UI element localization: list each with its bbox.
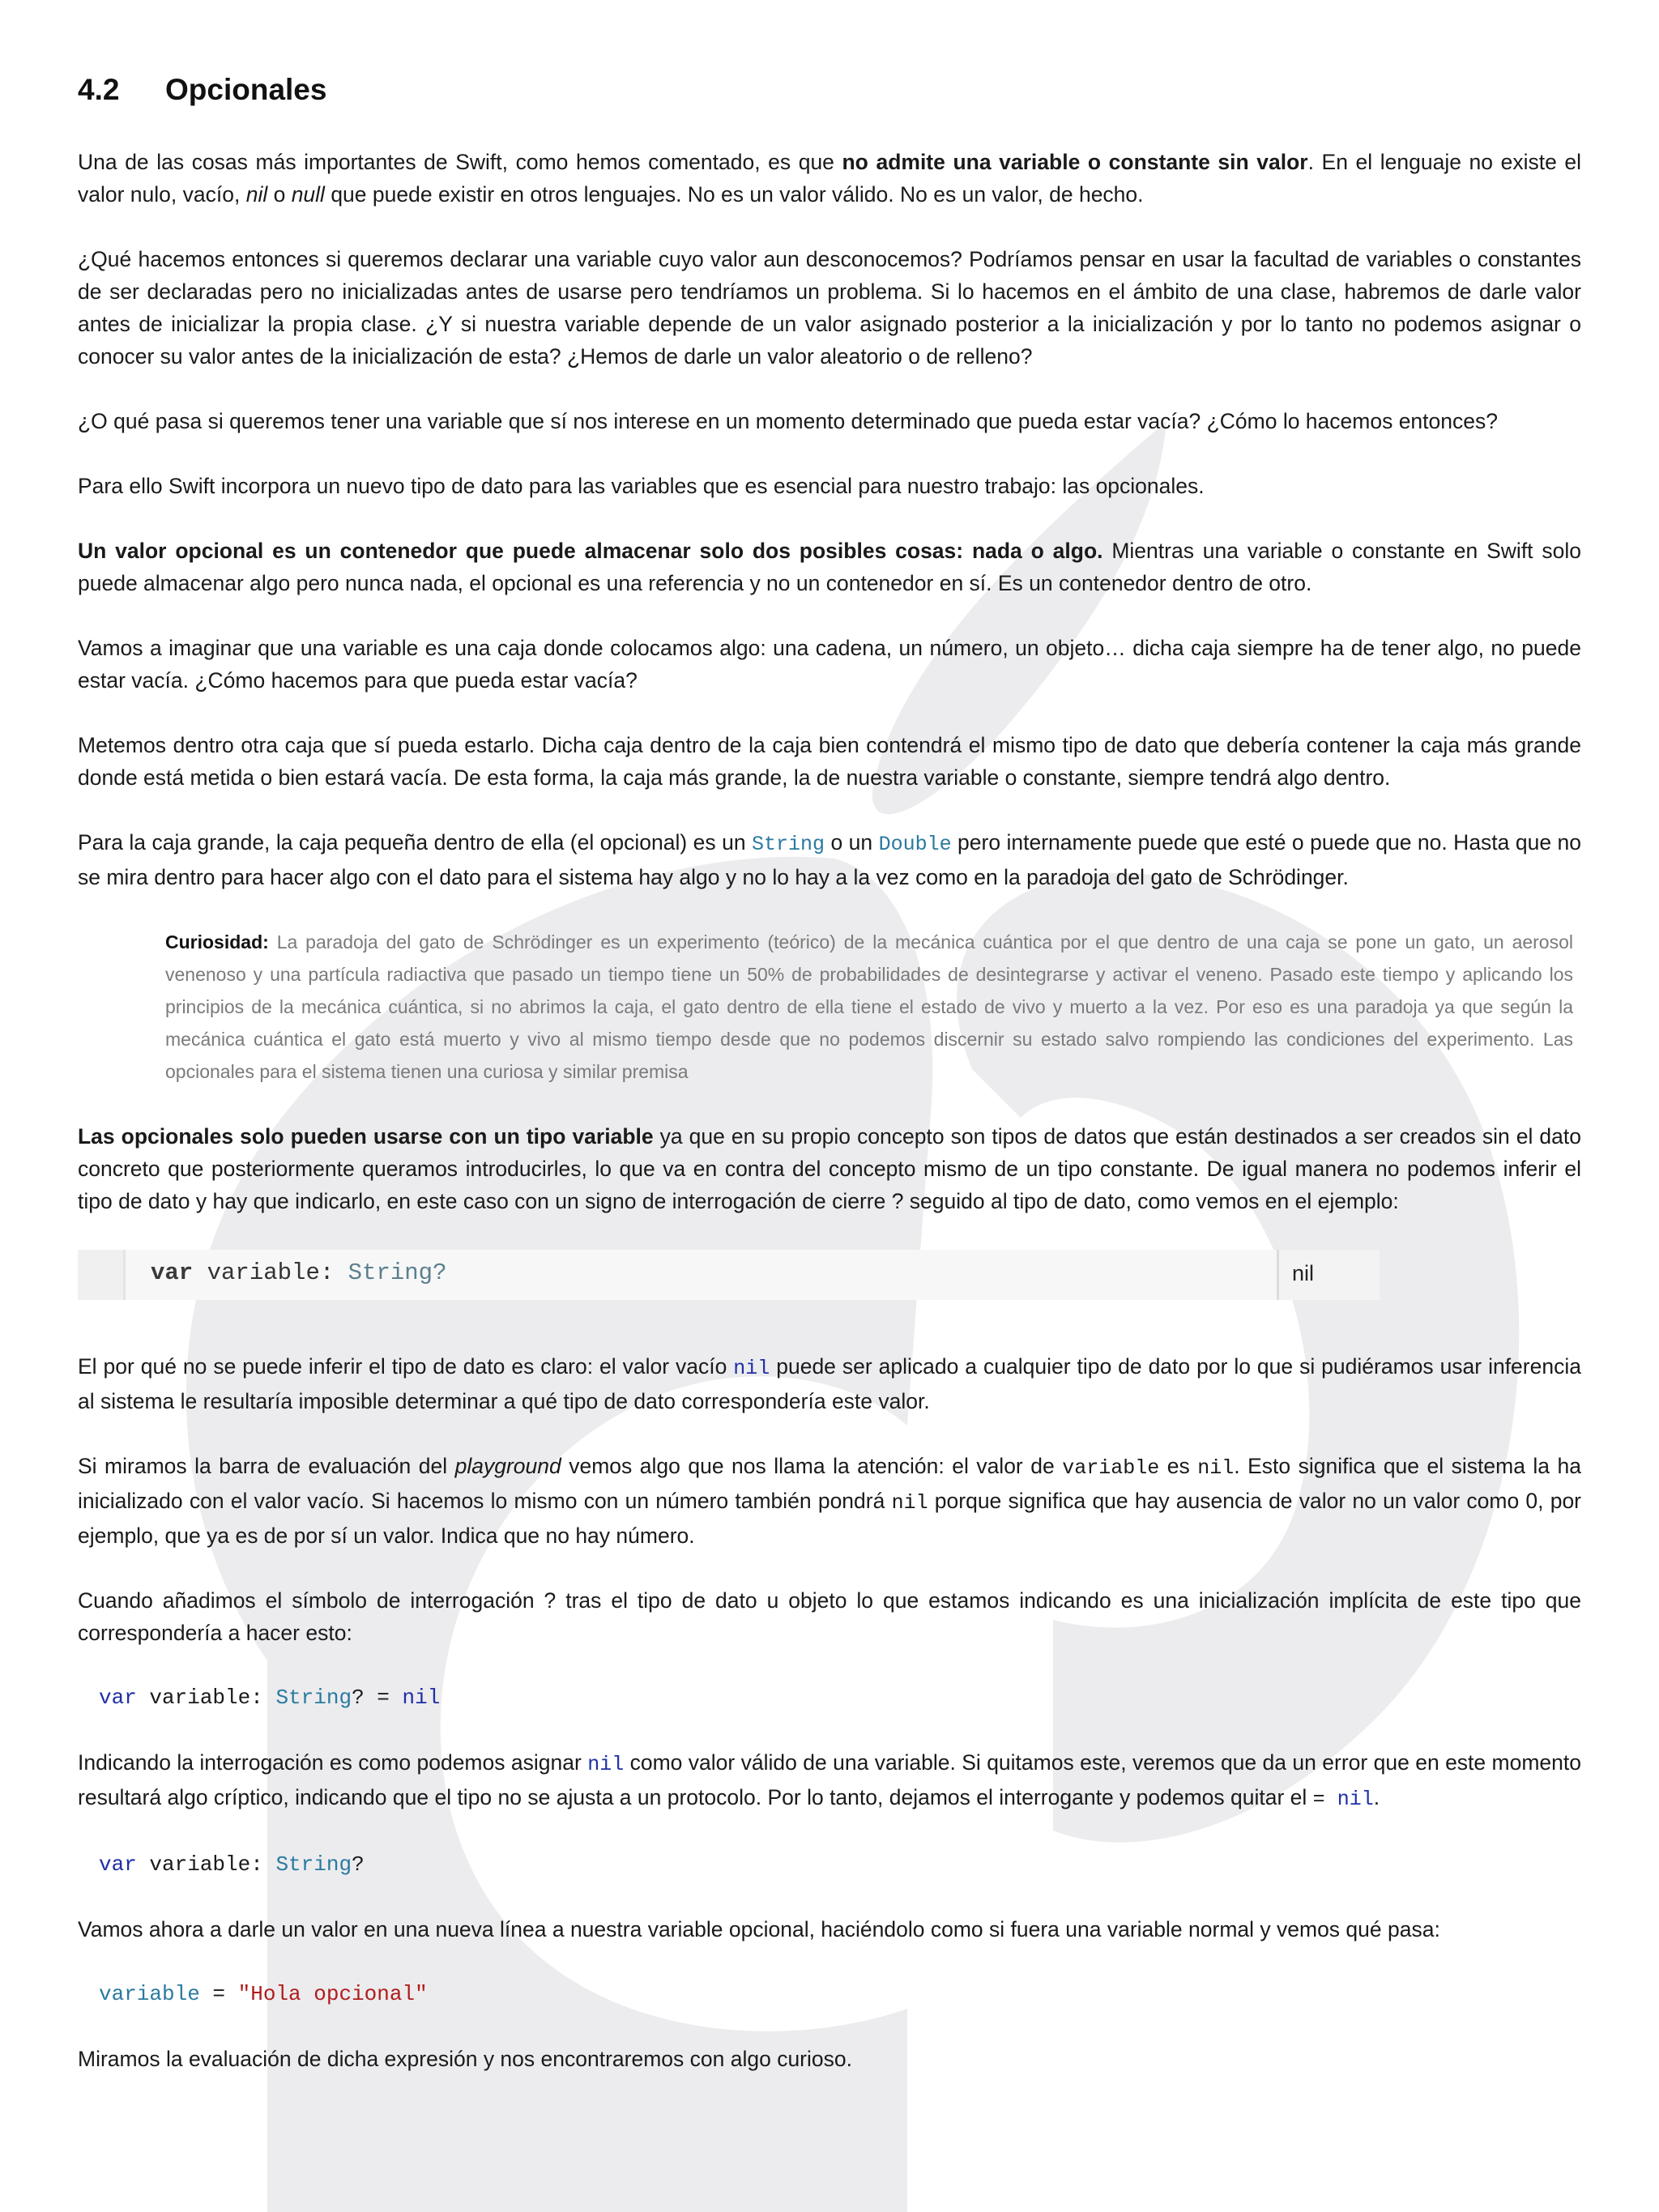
playground-results-sidebar bbox=[1277, 1250, 1380, 1300]
paragraph-assign-nil: Indicando la interrogación es como podemos asignar nil como valor válido de una variable. Si quitamos este, veremos que da un error que en este momento resultará algo críptico, indicando que el tipo no se ajusta a un protocolo. Por lo tanto, dejamos el interrogante y podemos quitar el = nil. bbox=[78, 1750, 1582, 1811]
paragraph-assign-value: Vamos ahora a darle un valor en una nueva línea a nuestra variable opcional, haciéndolo como si fuera una variable normal y vemos qué pasa: bbox=[78, 1917, 1440, 1941]
curiosity-label: Curiosidad: bbox=[165, 931, 269, 953]
section-heading bbox=[78, 73, 1581, 107]
paragraph-implicit-init: Cuando añadimos el símbolo de interrogación ? tras el tipo de dato u objeto lo que estamos indicando es una inicialización implícita de este tipo que correspondería a hacer esto: bbox=[78, 1588, 1581, 1645]
curiosity-note: Curiosidad: La paradoja del gato de Schrödinger es un experimento (teórico) de la mecánica cuántica por el que dentro de una caja se pone un gato, un aerosol venenoso y una partícula radiactiva que pasado un tiempo tiene un 50% de probabilidades de desintegrarse y activar el veneno. Pasado este tiempo y aplicando los principios de la mecánica cuántica, si no abrimos la caja, el gato dentro de ella tiene el estado de vivo y muerto a la vez. Por eso es una paradoja ya que según la mecánica cuántica el gato está muerto y vivo al mismo tiempo desde que no podemos discernir su estado salvo rompiendo las condiciones del experimento. Las opcionales para el sistema tienen una curiosa y similar premisa bbox=[165, 931, 1573, 1082]
section-number: 4.2 bbox=[78, 73, 120, 106]
playground-code-line: var variable: String? bbox=[151, 1259, 447, 1286]
playground-gutter bbox=[78, 1250, 123, 1300]
code-block-assignment: variable = "Hola opcional" bbox=[99, 1982, 428, 2006]
paragraph-variable-only: Las opcionales solo pueden usarse con un tipo variable ya que en su propio concepto son tipos de datos que están destinados a ser creados sin el dato concreto que posteriormente queramos introducirles, lo que va en contra del concepto mismo de un tipo constante. De igual manera no podemos inferir el tipo de dato y hay que indicarlo, en este caso con un signo de interrogación de cierre ? seguido al tipo de dato, como vemos en el ejemplo: bbox=[78, 1124, 1581, 1213]
code-block-explicit-nil: var variable: String? = nil bbox=[99, 1686, 441, 1710]
paragraph-schrodinger: Para la caja grande, la caja pequeña dentro de ella (el opcional) es un String o un Double pero internamente puede que esté o puede que no. Hasta que no se mira dentro para hacer algo con el dato para el sistema hay algo y no lo hay a la vez como en la paradoja del gato de Schrödinger. bbox=[78, 830, 1581, 889]
paragraph-optionals-intro: Para ello Swift incorpora un nuevo tipo de dato para las variables que es esencial para nuestro trabajo: las opcionales. bbox=[78, 474, 1205, 498]
document-page bbox=[78, 73, 1581, 2108]
paragraph-intro: Una de las cosas más importantes de Swift, como hemos comentado, es que no admite una variable o constante sin valor. En el lenguaje no existe el valor nulo, vacío, nil o null que puede existir en otros lenguajes. No es un valor válido. No es un valor, de hecho. bbox=[78, 150, 1582, 207]
paragraph-box-analogy: Vamos a imaginar que una variable es una caja donde colocamos algo: una cadena, un número, un objeto… dicha caja siempre ha de tener algo, no puede estar vacía. ¿Cómo hacemos para que pueda estar vacía? bbox=[78, 636, 1581, 693]
playground-snippet bbox=[78, 1250, 1581, 1300]
paragraph-evaluation-result: Miramos la evaluación de dicha expresión y nos encontraremos con algo curioso. bbox=[78, 2047, 852, 2071]
paragraph-question: ¿Qué hacemos entonces si queremos declarar una variable cuyo valor aun desconocemos? Podríamos pensar en usar la facultad de variables o constantes de ser declaradas pero no inicializadas antes de usarse pero tendríamos un problema. Si lo hacemos en el ámbito de una clase, habremos de darle valor antes de inicializar la propia clase. ¿Y si nuestra variable depende de un valor asignado posterior a la inicialización y por lo tanto no podemos asignar o conocer su valor antes de la inicialización de esta? ¿Hemos de darle un valor aleatorio o de relleno? bbox=[78, 247, 1581, 369]
playground-result-value: nil bbox=[1292, 1261, 1315, 1285]
paragraph-no-inference: El por qué no se puede inferir el tipo de dato es claro: el valor vacío nil puede ser aplicado a cualquier tipo de dato por lo que si pudiéramos usar inferencia al sistema le resultaría imposible determinar a qué tipo de dato correspondería este valor. bbox=[78, 1354, 1581, 1413]
section-title: Opcionales bbox=[165, 73, 327, 106]
paragraph-box-inside-box: Metemos dentro otra caja que sí pueda estarlo. Dicha caja dentro de la caja bien contendrá el mismo tipo de dato que debería contener la caja más grande donde está metida o bien estará vacía. De esta forma, la caja más grande, la de nuestra variable o constante, siempre tendrá algo dentro. bbox=[78, 733, 1581, 790]
paragraph-optional-definition: Un valor opcional es un contenedor que puede almacenar solo dos posibles cosas: nada o algo. Mientras una variable o constante en Swift solo puede almacenar algo pero nunca nada, el opcional es una referencia y no un contenedor en sí. Es un contenedor dentro de otro. bbox=[78, 539, 1581, 595]
code-block-optional-declaration: var variable: String? bbox=[99, 1852, 365, 1877]
paragraph-evaluation-bar: Si miramos la barra de evaluación del playground vemos algo que nos llama la atención: el valor de variable es nil. Esto significa que el sistema la ha inicializado con el valor vacío. Si hacemos lo mismo con un número también pondrá nil porque significa que hay ausencia de valor no un valor como 0, por ejemplo, que ya es de por sí un valor. Indica que no hay número. bbox=[78, 1454, 1582, 1548]
paragraph-empty-variable: ¿O qué pasa si queremos tener una variable que sí nos interese en un momento determinado que pueda estar vacía? ¿Cómo lo hacemos entonces? bbox=[78, 409, 1498, 433]
